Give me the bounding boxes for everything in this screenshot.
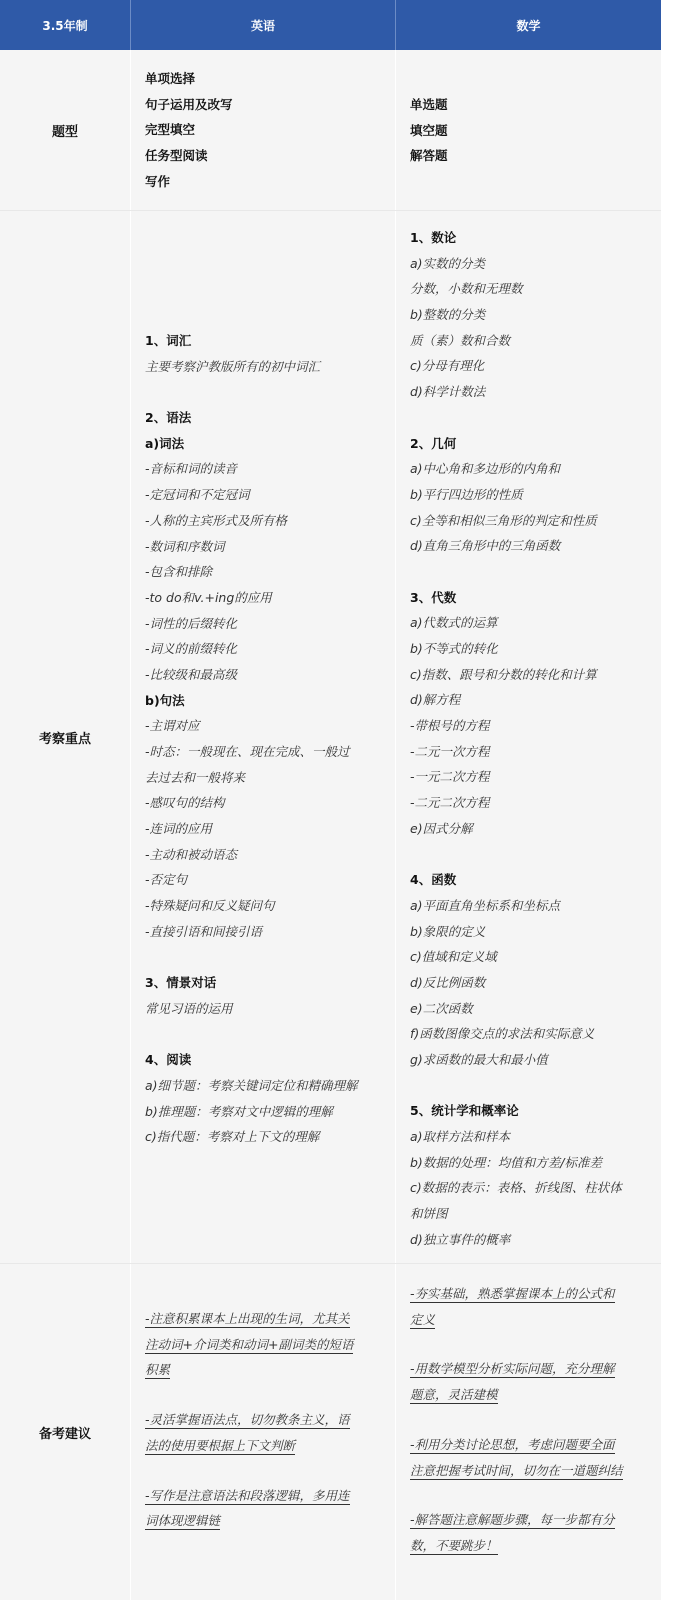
list-item: 填空题 (410, 122, 448, 138)
tip-line: -用数学模型分析实际问题，充分理解 (410, 1361, 615, 1377)
list-item: b)象限的定义 (410, 923, 486, 939)
list-item: -否定句 (145, 872, 188, 888)
list-item: -词义的前缀转化 (145, 641, 238, 657)
tip-line: -夯实基础，熟悉掌握课本上的公式和 (410, 1286, 615, 1301)
list-item: e)因式分解 (410, 820, 473, 836)
list-item: 完型填空 (145, 122, 196, 138)
math-focus-cell (396, 211, 661, 1263)
tip-block (410, 1356, 649, 1407)
row-key-focus (0, 211, 661, 1264)
tip-line: 注意把握考试时间，切勿在一道题纠结 (410, 1462, 623, 1478)
tip-line: -注意积累课本上出现的生词，尤其关 (145, 1311, 350, 1326)
list-item: -一元二次方程 (410, 769, 490, 785)
tip-line: 题意，灵活建模 (410, 1387, 498, 1403)
list-item: 常见习语的运用 (145, 1000, 233, 1016)
list-item: 质（素）数和合数 (410, 332, 511, 348)
list-item: 和饼图 (410, 1206, 448, 1222)
tip-block (410, 1432, 649, 1483)
subsection-title: b)句法 (145, 692, 185, 708)
tip-line: 法的使用要根据上下文判断 (145, 1437, 296, 1453)
list-item: d)科学计数法 (410, 384, 486, 400)
list-item: 主要考察沪教版所有的初中词汇 (145, 358, 321, 374)
list-item: -连词的应用 (145, 821, 213, 837)
list-item: -包含和排除 (145, 564, 213, 580)
list-item: -带根号的方程 (410, 718, 490, 734)
tip-line: 注动词+介词类和动词+副词类的短语 (145, 1336, 354, 1352)
list-item: 写作 (145, 173, 171, 189)
section-title: 3、代数 (410, 589, 457, 605)
list-item: 分数，小数和无理数 (410, 281, 523, 297)
english-tips-cell (131, 1264, 396, 1600)
subsection-title: a)词法 (145, 435, 185, 451)
list-item: -二元二次方程 (410, 795, 490, 811)
row-prep-tips (0, 1264, 661, 1600)
tip-block (410, 1281, 649, 1332)
list-item: -数词和序数词 (145, 538, 225, 554)
list-item: -主谓对应 (145, 718, 200, 734)
list-item: -主动和被动语态 (145, 846, 238, 862)
math-types-cell (396, 50, 661, 210)
tip-block (145, 1407, 383, 1458)
list-item: -二元一次方程 (410, 743, 490, 759)
header-english: 英语 (131, 0, 396, 50)
list-item: -时态：一般现在、现在完成、一般过 (145, 744, 350, 759)
tip-line: 数，不要跳步！ (410, 1537, 498, 1553)
section-title: 4、阅读 (145, 1052, 192, 1068)
list-item: -直接引语和间接引语 (145, 923, 263, 939)
list-item: -定冠词和不定冠词 (145, 487, 250, 503)
tip-line: 词体现逻辑链 (145, 1513, 221, 1529)
list-item: c)分母有理化 (410, 358, 485, 374)
list-item: a)中心角和多边形的内角和 (410, 461, 561, 477)
tip-block (145, 1306, 383, 1383)
table-header (0, 0, 661, 50)
list-item: 解答题 (410, 148, 448, 164)
list-item: f)函数图像交点的求法和实际意义 (410, 1026, 595, 1042)
section-title: 1、数论 (410, 230, 457, 245)
list-item: a)实数的分类 (410, 255, 486, 271)
list-item: c)全等和相似三角形的判定和性质 (410, 512, 597, 528)
list-item: 单选题 (410, 97, 448, 112)
list-item: -特殊疑问和反义疑问句 (145, 898, 275, 914)
section-title: 2、语法 (145, 410, 192, 426)
tip-line: -灵活掌握语法点，切勿教条主义，语 (145, 1412, 350, 1428)
section-title: 3、情景对话 (145, 975, 217, 991)
english-types-cell (131, 50, 396, 210)
list-item: e)二次函数 (410, 1000, 473, 1016)
list-item: a)取样方法和样本 (410, 1129, 511, 1145)
list-item: a)平面直角坐标系和坐标点 (410, 897, 561, 913)
header-math: 数学 (516, 18, 541, 33)
list-item: d)反比例函数 (410, 974, 486, 990)
row-label-tips: 备考建议 (0, 1264, 131, 1600)
row-question-types (0, 50, 661, 211)
list-item: c)指数、跟号和分数的转化和计算 (410, 666, 597, 682)
list-item: -to do和v.+ing的应用 (145, 589, 272, 605)
list-item: b)不等式的转化 (410, 641, 498, 656)
section-title: 4、函数 (410, 872, 457, 888)
list-item: d)直角三角形中的三角函数 (410, 538, 561, 554)
tip-line: -利用分类讨论思想，考虑问题要全面 (410, 1436, 615, 1452)
list-item: -比较级和最高级 (145, 666, 238, 682)
header-system: 3.5年制 (0, 0, 131, 50)
tip-line: -解答题注意解题步骤，每一步都有分 (410, 1512, 615, 1528)
section-title: 1、词汇 (145, 333, 192, 348)
list-item: a)代数式的运算 (410, 615, 498, 631)
section-title: 2、几何 (410, 435, 457, 451)
list-item: a)细节题：考察关键词定位和精确理解 (145, 1077, 358, 1093)
math-tips-cell (396, 1264, 661, 1600)
list-item: b)推理题：考察对文中逻辑的理解 (145, 1103, 333, 1119)
list-item: 任务型阅读 (145, 148, 208, 164)
list-item: b)整数的分类 (410, 307, 486, 323)
list-item: d)解方程 (410, 692, 461, 708)
row-label-types: 题型 (0, 50, 131, 210)
tip-line: -写作是注意语法和段落逻辑，多用连 (145, 1487, 350, 1503)
tip-line: 定义 (410, 1311, 436, 1327)
tip-block (410, 1507, 649, 1558)
list-item: 单项选择 (145, 71, 196, 86)
list-item: 句子运用及改写 (145, 96, 233, 112)
list-item: c)数据的表示：表格、折线图、柱状体 (410, 1180, 622, 1196)
list-item: -音标和词的读音 (145, 461, 238, 477)
list-item: -词性的后缀转化 (145, 615, 238, 631)
list-item: b)平行四边形的性质 (410, 486, 523, 502)
list-item: g)求函数的最大和最小值 (410, 1052, 548, 1067)
section-title: 5、统计学和概率论 (410, 1103, 519, 1119)
list-item: 去过去和一般将来 (145, 769, 246, 785)
list-item: c)值域和定义域 (410, 949, 497, 965)
row-label-focus: 考察重点 (0, 211, 131, 1263)
list-item: d)独立事件的概率 (410, 1231, 511, 1247)
list-item: -人称的主宾形式及所有格 (145, 512, 288, 528)
list-item: -感叹句的结构 (145, 795, 225, 811)
tip-line: 积累 (145, 1362, 171, 1378)
tip-block (145, 1483, 383, 1534)
list-item: c)指代题：考察对上下文的理解 (145, 1129, 320, 1145)
list-item: b)数据的处理：均值和方差/标准差 (410, 1154, 603, 1170)
english-focus-cell (131, 211, 396, 1263)
